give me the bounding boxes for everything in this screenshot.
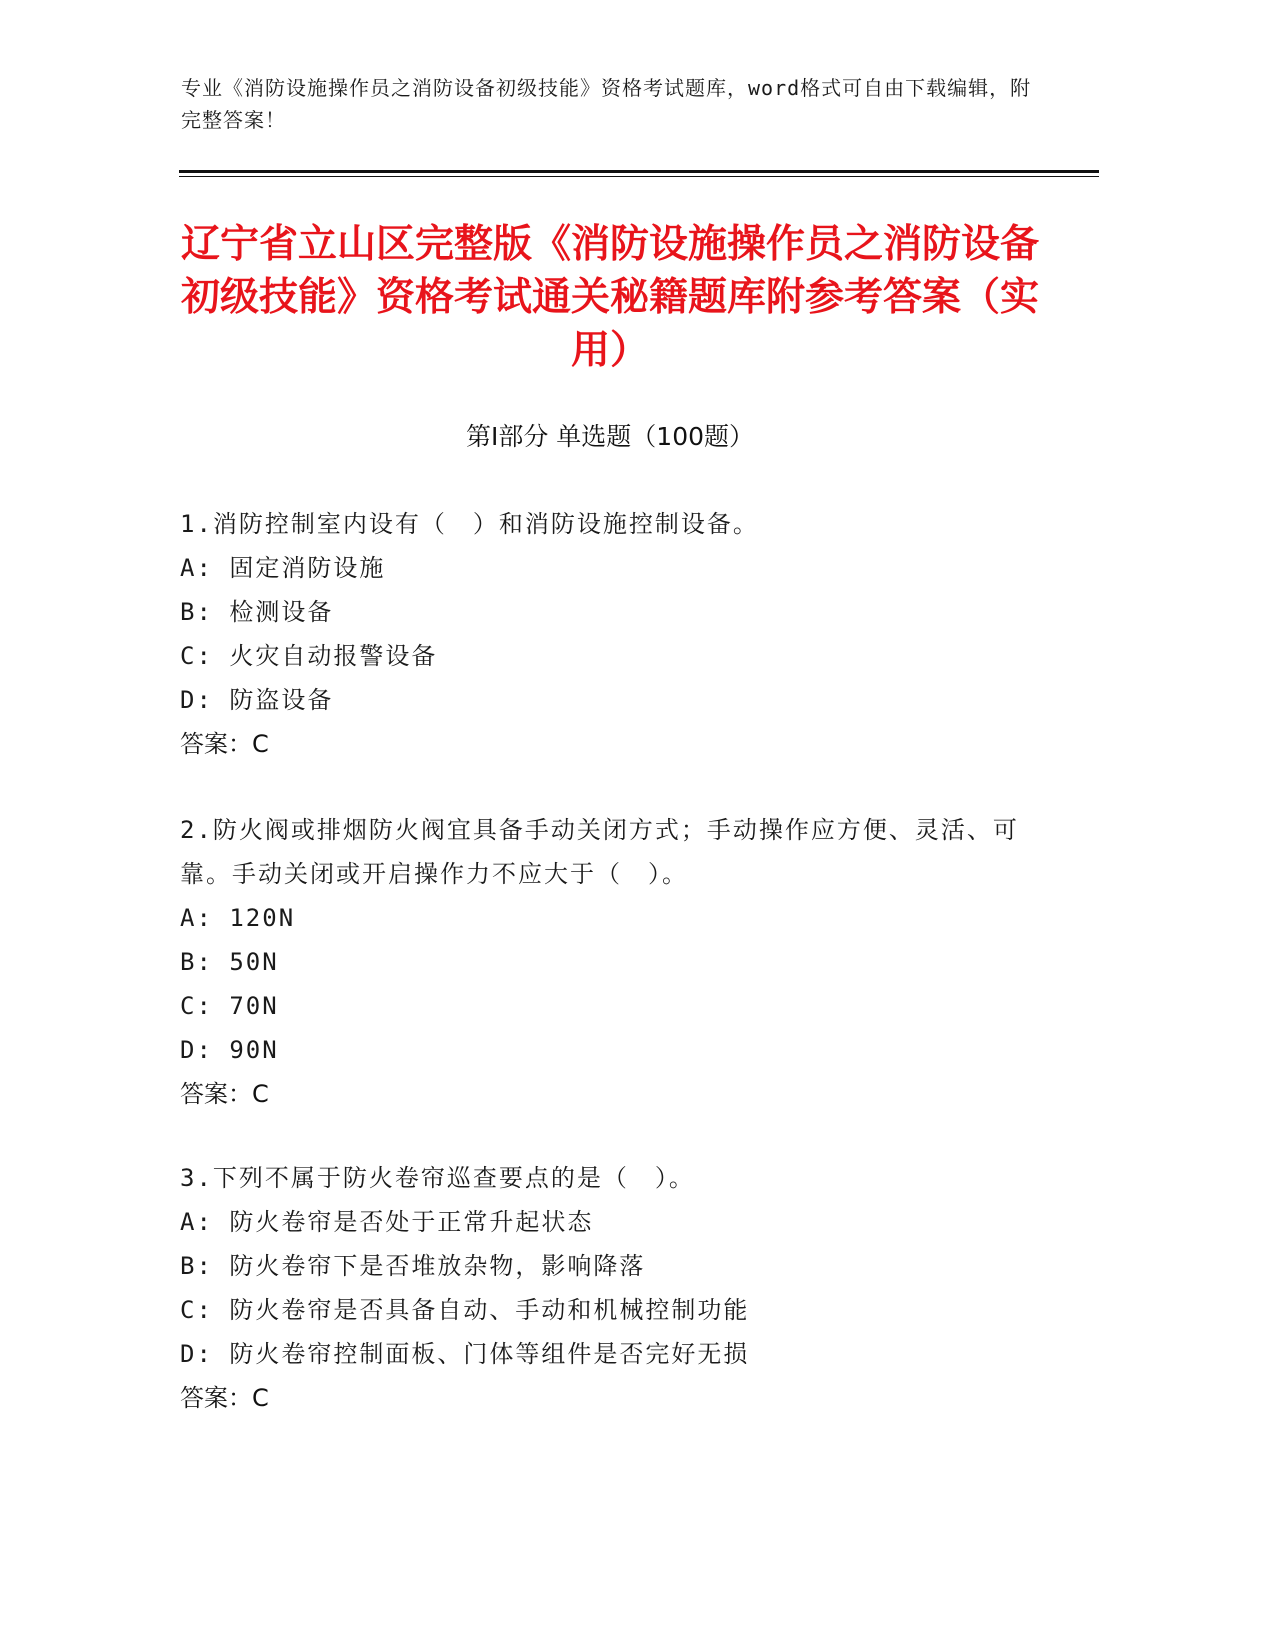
option-text: 检测设备 <box>229 598 334 626</box>
answer: 答案：C <box>180 1080 269 1108</box>
option-b <box>180 590 1040 634</box>
option-a <box>180 896 1040 940</box>
option-b <box>180 1244 1040 1288</box>
option-d <box>180 678 1040 722</box>
option-label: D: <box>180 686 213 714</box>
option-a <box>180 546 1040 590</box>
option-label: B: <box>180 948 213 976</box>
option-label: A: <box>180 1208 213 1236</box>
section-heading: 第Ⅰ部分 单选题（100题） <box>465 422 755 451</box>
option-label: C: <box>180 1296 213 1324</box>
question-stem: 2.防火阀或排烟防火阀宜具备手动关闭方式；手动操作应方便、灵活、可靠。手动关闭或开启操作力不应大于（ ）。 <box>180 816 1019 888</box>
answer: 答案：C <box>180 730 269 758</box>
option-c <box>180 984 1040 1028</box>
option-text: 防火卷帘下是否堆放杂物，影响降落 <box>229 1252 646 1280</box>
option-text: 防火卷帘是否处于正常升起状态 <box>229 1208 594 1236</box>
document-title: 辽宁省立山区完整版《消防设施操作员之消防设备初级技能》资格考试通关秘籍题库附参考答案（实用） <box>180 222 1039 373</box>
option-label: D: <box>180 1340 213 1368</box>
header-divider-thin <box>179 176 1099 177</box>
question-1 <box>180 502 1040 766</box>
question-3 <box>180 1156 1040 1420</box>
option-text: 防火卷帘控制面板、门体等组件是否完好无损 <box>229 1340 750 1368</box>
option-d <box>180 1028 1040 1072</box>
option-c <box>180 634 1040 678</box>
option-text: 90N <box>229 1036 279 1064</box>
answer: 答案：C <box>180 1384 269 1412</box>
option-text: 70N <box>229 992 279 1020</box>
option-label: A: <box>180 554 213 582</box>
option-b <box>180 940 1040 984</box>
option-label: C: <box>180 642 213 670</box>
option-c <box>180 1288 1040 1332</box>
question-2 <box>180 808 1040 1116</box>
option-text: 火灾自动报警设备 <box>229 642 438 670</box>
option-label: A: <box>180 904 213 932</box>
option-label: B: <box>180 598 213 626</box>
option-text: 防盗设备 <box>229 686 334 714</box>
option-d <box>180 1332 1040 1376</box>
option-label: B: <box>180 1252 213 1280</box>
question-stem: 3.下列不属于防火卷帘巡查要点的是（ ）。 <box>180 1164 695 1192</box>
option-label: C: <box>180 992 213 1020</box>
question-stem: 1.消防控制室内设有（ ）和消防设施控制设备。 <box>180 510 759 538</box>
option-text: 固定消防设施 <box>229 554 386 582</box>
option-a <box>180 1200 1040 1244</box>
header-divider-thick <box>179 170 1099 173</box>
option-text: 120N <box>229 904 296 932</box>
option-text: 50N <box>229 948 279 976</box>
header-note: 专业《消防设施操作员之消防设备初级技能》资格考试题库，word格式可自由下载编辑，附完整答案！ <box>181 76 1032 132</box>
option-label: D: <box>180 1036 213 1064</box>
option-text: 防火卷帘是否具备自动、手动和机械控制功能 <box>229 1296 750 1324</box>
